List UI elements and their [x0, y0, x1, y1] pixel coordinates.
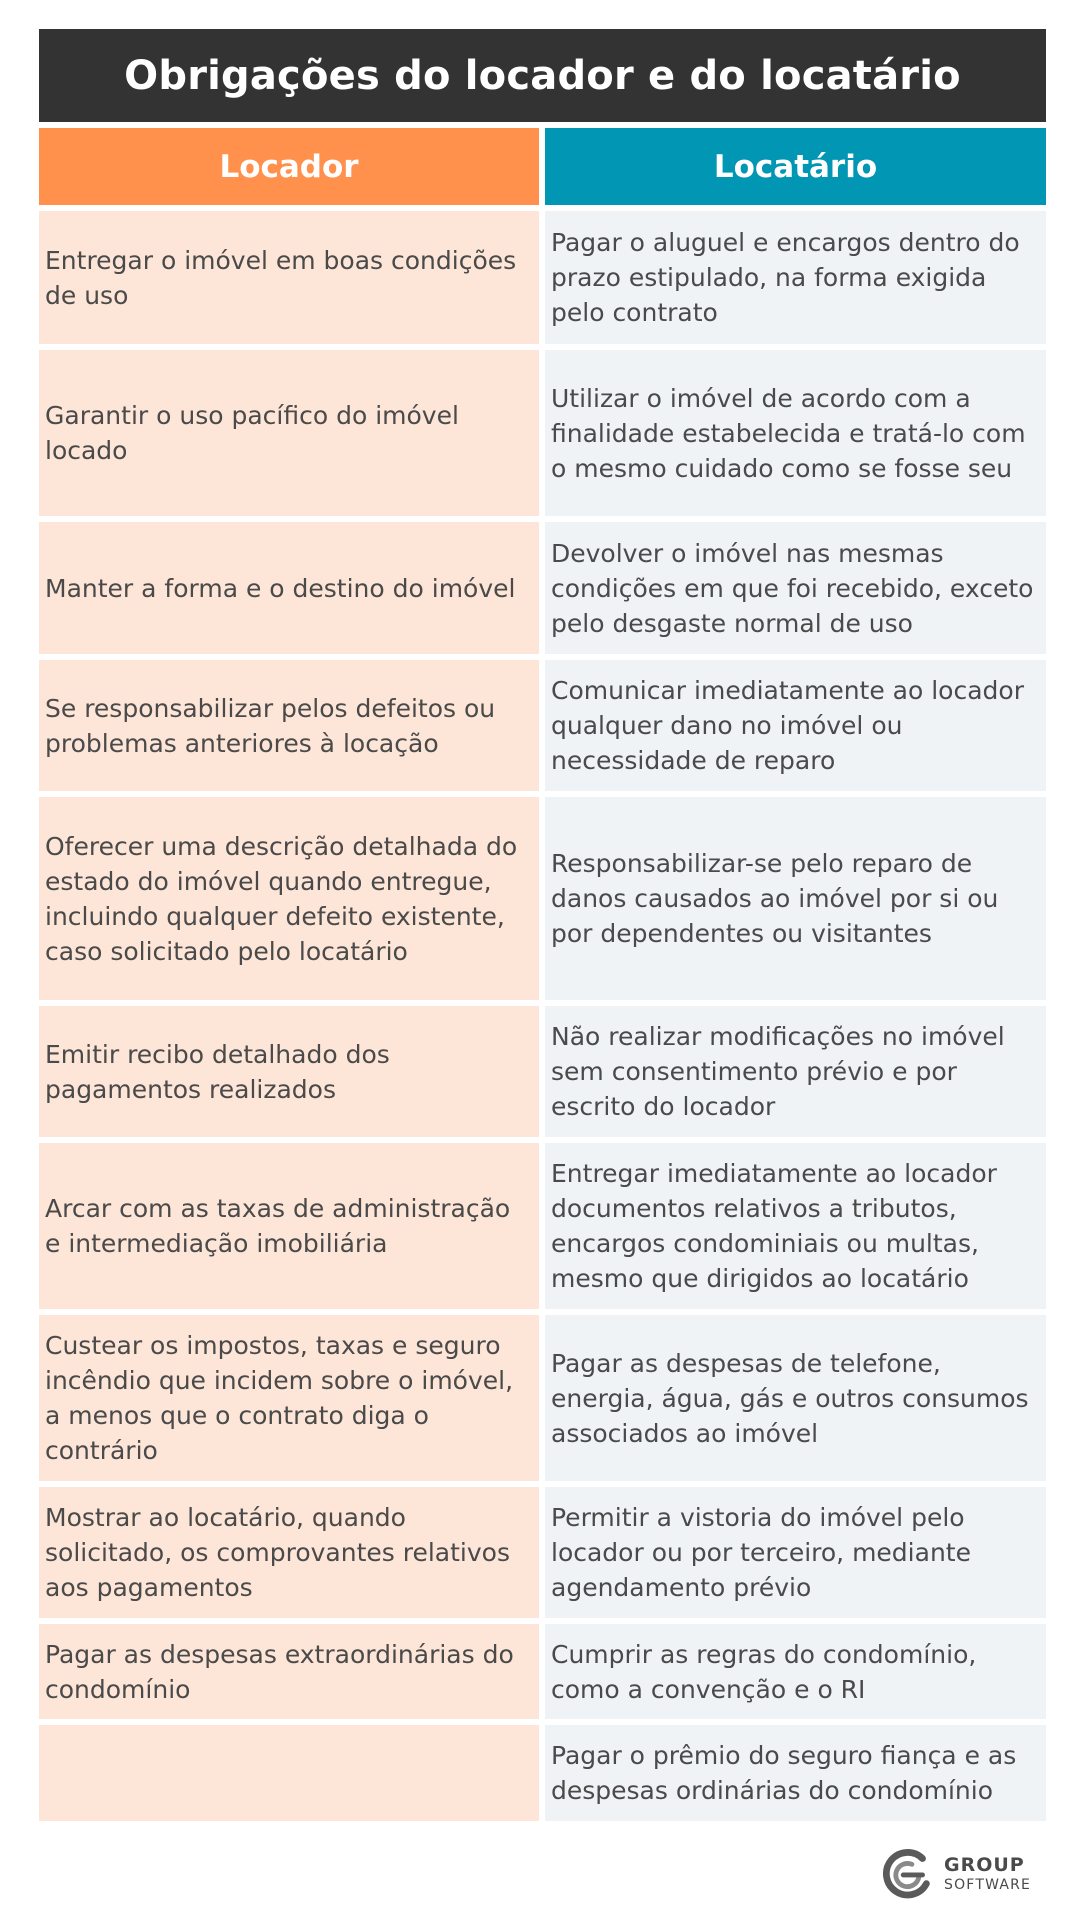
cell-locatario-8: Pagar as despesas de telefone, energia, água, gás e outros consumos associados ao imóvel: [545, 1315, 1046, 1481]
group-software-logo: [880, 1842, 1050, 1906]
group-software-logo-icon: [880, 1845, 938, 1903]
cell-locador-10: Pagar as despesas extraordinárias do condomínio: [39, 1624, 539, 1719]
cell-locador-11: [39, 1725, 539, 1821]
cell-locatario-3: Devolver o imóvel nas mesmas condições em que foi recebido, exceto pelo desgaste normal de uso: [545, 522, 1046, 654]
cell-locatario-10: Cumprir as regras do condomínio, como a convenção e o RI: [545, 1624, 1046, 1719]
cell-locatario-11: Pagar o prêmio do seguro fiança e as despesas ordinárias do condomínio: [545, 1725, 1046, 1821]
cell-locatario-9: Permitir a vistoria do imóvel pelo locador ou por terceiro, mediante agendamento prévio: [545, 1487, 1046, 1618]
column-header-locador: Locador: [39, 128, 539, 205]
logo-text-group: GROUP: [944, 1854, 1025, 1876]
page-title: Obrigações do locador e do locatário: [39, 29, 1046, 122]
cell-locatario-1: Pagar o aluguel e encargos dentro do prazo estipulado, na forma exigida pelo contrato: [545, 211, 1046, 344]
cell-locador-5: Oferecer uma descrição detalhada do estado do imóvel quando entregue, incluindo qualquer defeito existente, caso solicitado pelo locatário: [39, 797, 539, 1000]
cell-locador-8: Custear os impostos, taxas e seguro incêndio que incidem sobre o imóvel, a menos que o contrato diga o contrário: [39, 1315, 539, 1481]
cell-locador-6: Emitir recibo detalhado dos pagamentos realizados: [39, 1006, 539, 1137]
logo-text-software: SOFTWARE: [944, 1877, 1032, 1893]
column-header-locatario: Locatário: [545, 128, 1046, 205]
cell-locatario-4: Comunicar imediatamente ao locador qualquer dano no imóvel ou necessidade de reparo: [545, 660, 1046, 791]
obligations-table: [39, 128, 1046, 1821]
cell-locador-7: Arcar com as taxas de administração e intermediação imobiliária: [39, 1143, 539, 1309]
cell-locatario-2: Utilizar o imóvel de acordo com a finalidade estabelecida e tratá-lo com o mesmo cuidado como se fosse seu: [545, 350, 1046, 516]
cell-locador-4: Se responsabilizar pelos defeitos ou problemas anteriores à locação: [39, 660, 539, 791]
cell-locatario-5: Responsabilizar-se pelo reparo de danos causados ao imóvel por si ou por dependentes ou visitantes: [545, 797, 1046, 1000]
cell-locatario-6: Não realizar modificações no imóvel sem consentimento prévio e por escrito do locador: [545, 1006, 1046, 1137]
cell-locador-2: Garantir o uso pacífico do imóvel locado: [39, 350, 539, 516]
cell-locatario-7: Entregar imediatamente ao locador documentos relativos a tributos, encargos condominiais ou multas, mesmo que dirigidos ao locatário: [545, 1143, 1046, 1309]
cell-locador-1: Entregar o imóvel em boas condições de uso: [39, 211, 539, 344]
cell-locador-3: Manter a forma e o destino do imóvel: [39, 522, 539, 654]
cell-locador-9: Mostrar ao locatário, quando solicitado, os comprovantes relativos aos pagamentos: [39, 1487, 539, 1618]
